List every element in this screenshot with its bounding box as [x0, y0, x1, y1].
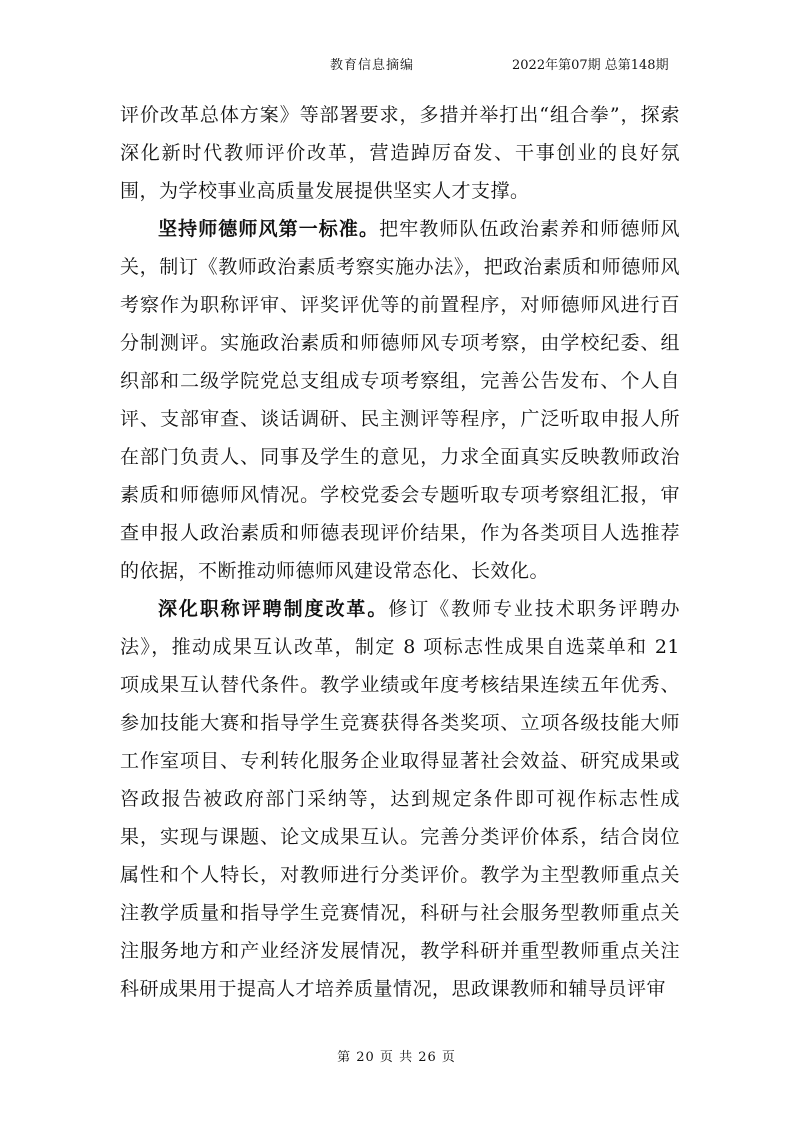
paragraph-text: 修订《教师专业技术职务评聘办法》，推动成果互认改革，制定 8 项标志性成果自选菜单和 21 项成果互认替代条件。教学业绩或年度考核结果连续五年优秀、参加技能大赛和指导学生竞赛获得各类奖项、立项各级技能大师工作室项目、专利转化服务企业取得显著社会效益、研究成果或咨政报告被政府部门采纳等，达到规定条件即可视作标志性成果，实现与课题、论文成果互认。完善分类评价体系，结合岗位属性和个人特长，对教师进行分类评价。教学为主型教师重点关注教学质量和指导学生竞赛情况，科研与社会服务型教师重点关注服务地方和产业经济发展情况，教学科研并重型教师重点关注科研成果用于提高人才培养质量情况，思政课教师和辅导员评审	[120, 598, 680, 1000]
page-header	[0, 54, 793, 76]
publication-title: 教育信息摘编	[330, 58, 415, 73]
paragraph-text: 评价改革总体方案》等部署要求，多措并举打出“组合拳”，探索深化新时代教师评价改革，营造踔厉奋发、干事创业的良好氛围，为学校事业高质量发展提供坚实人才支撑。	[120, 104, 680, 202]
paragraph-title-evaluation-reform	[120, 590, 680, 1008]
paragraph-continuation	[120, 96, 680, 210]
page-number: 第 20 页 共 26 页	[337, 1050, 456, 1065]
paragraph-text: 把牢教师队伍政治素养和师德师风关，制订《教师政治素质考察实施办法》，把政治素质和师德师风考察作为职称评审、评奖评优等的前置程序，对师德师风进行百分制测评。实施政治素质和师德师风专项考察，由学校纪委、组织部和二级学院党总支组成专项考察组，完善公告发布、个人自评、支部审查、谈话调研、民主测评等程序，广泛听取申报人所在部门负责人、同事及学生的意见，力求全面真实反映教师政治素质和师德师风情况。学校党委会专题听取专项考察组汇报，审查申报人政治素质和师德表现评价结果，作为各类项目人选推荐的依据，不断推动师德师风建设常态化、长效化。	[120, 218, 680, 582]
paragraph-lead-heading: 深化职称评聘制度改革。	[158, 598, 389, 620]
issue-number: 2022年第07期 总第148期	[512, 58, 669, 73]
paragraph-lead-heading: 坚持师德师风第一标准。	[158, 218, 380, 240]
page-footer	[0, 1046, 793, 1065]
paragraph-teacher-ethics	[120, 210, 680, 590]
document-body	[120, 96, 680, 1008]
